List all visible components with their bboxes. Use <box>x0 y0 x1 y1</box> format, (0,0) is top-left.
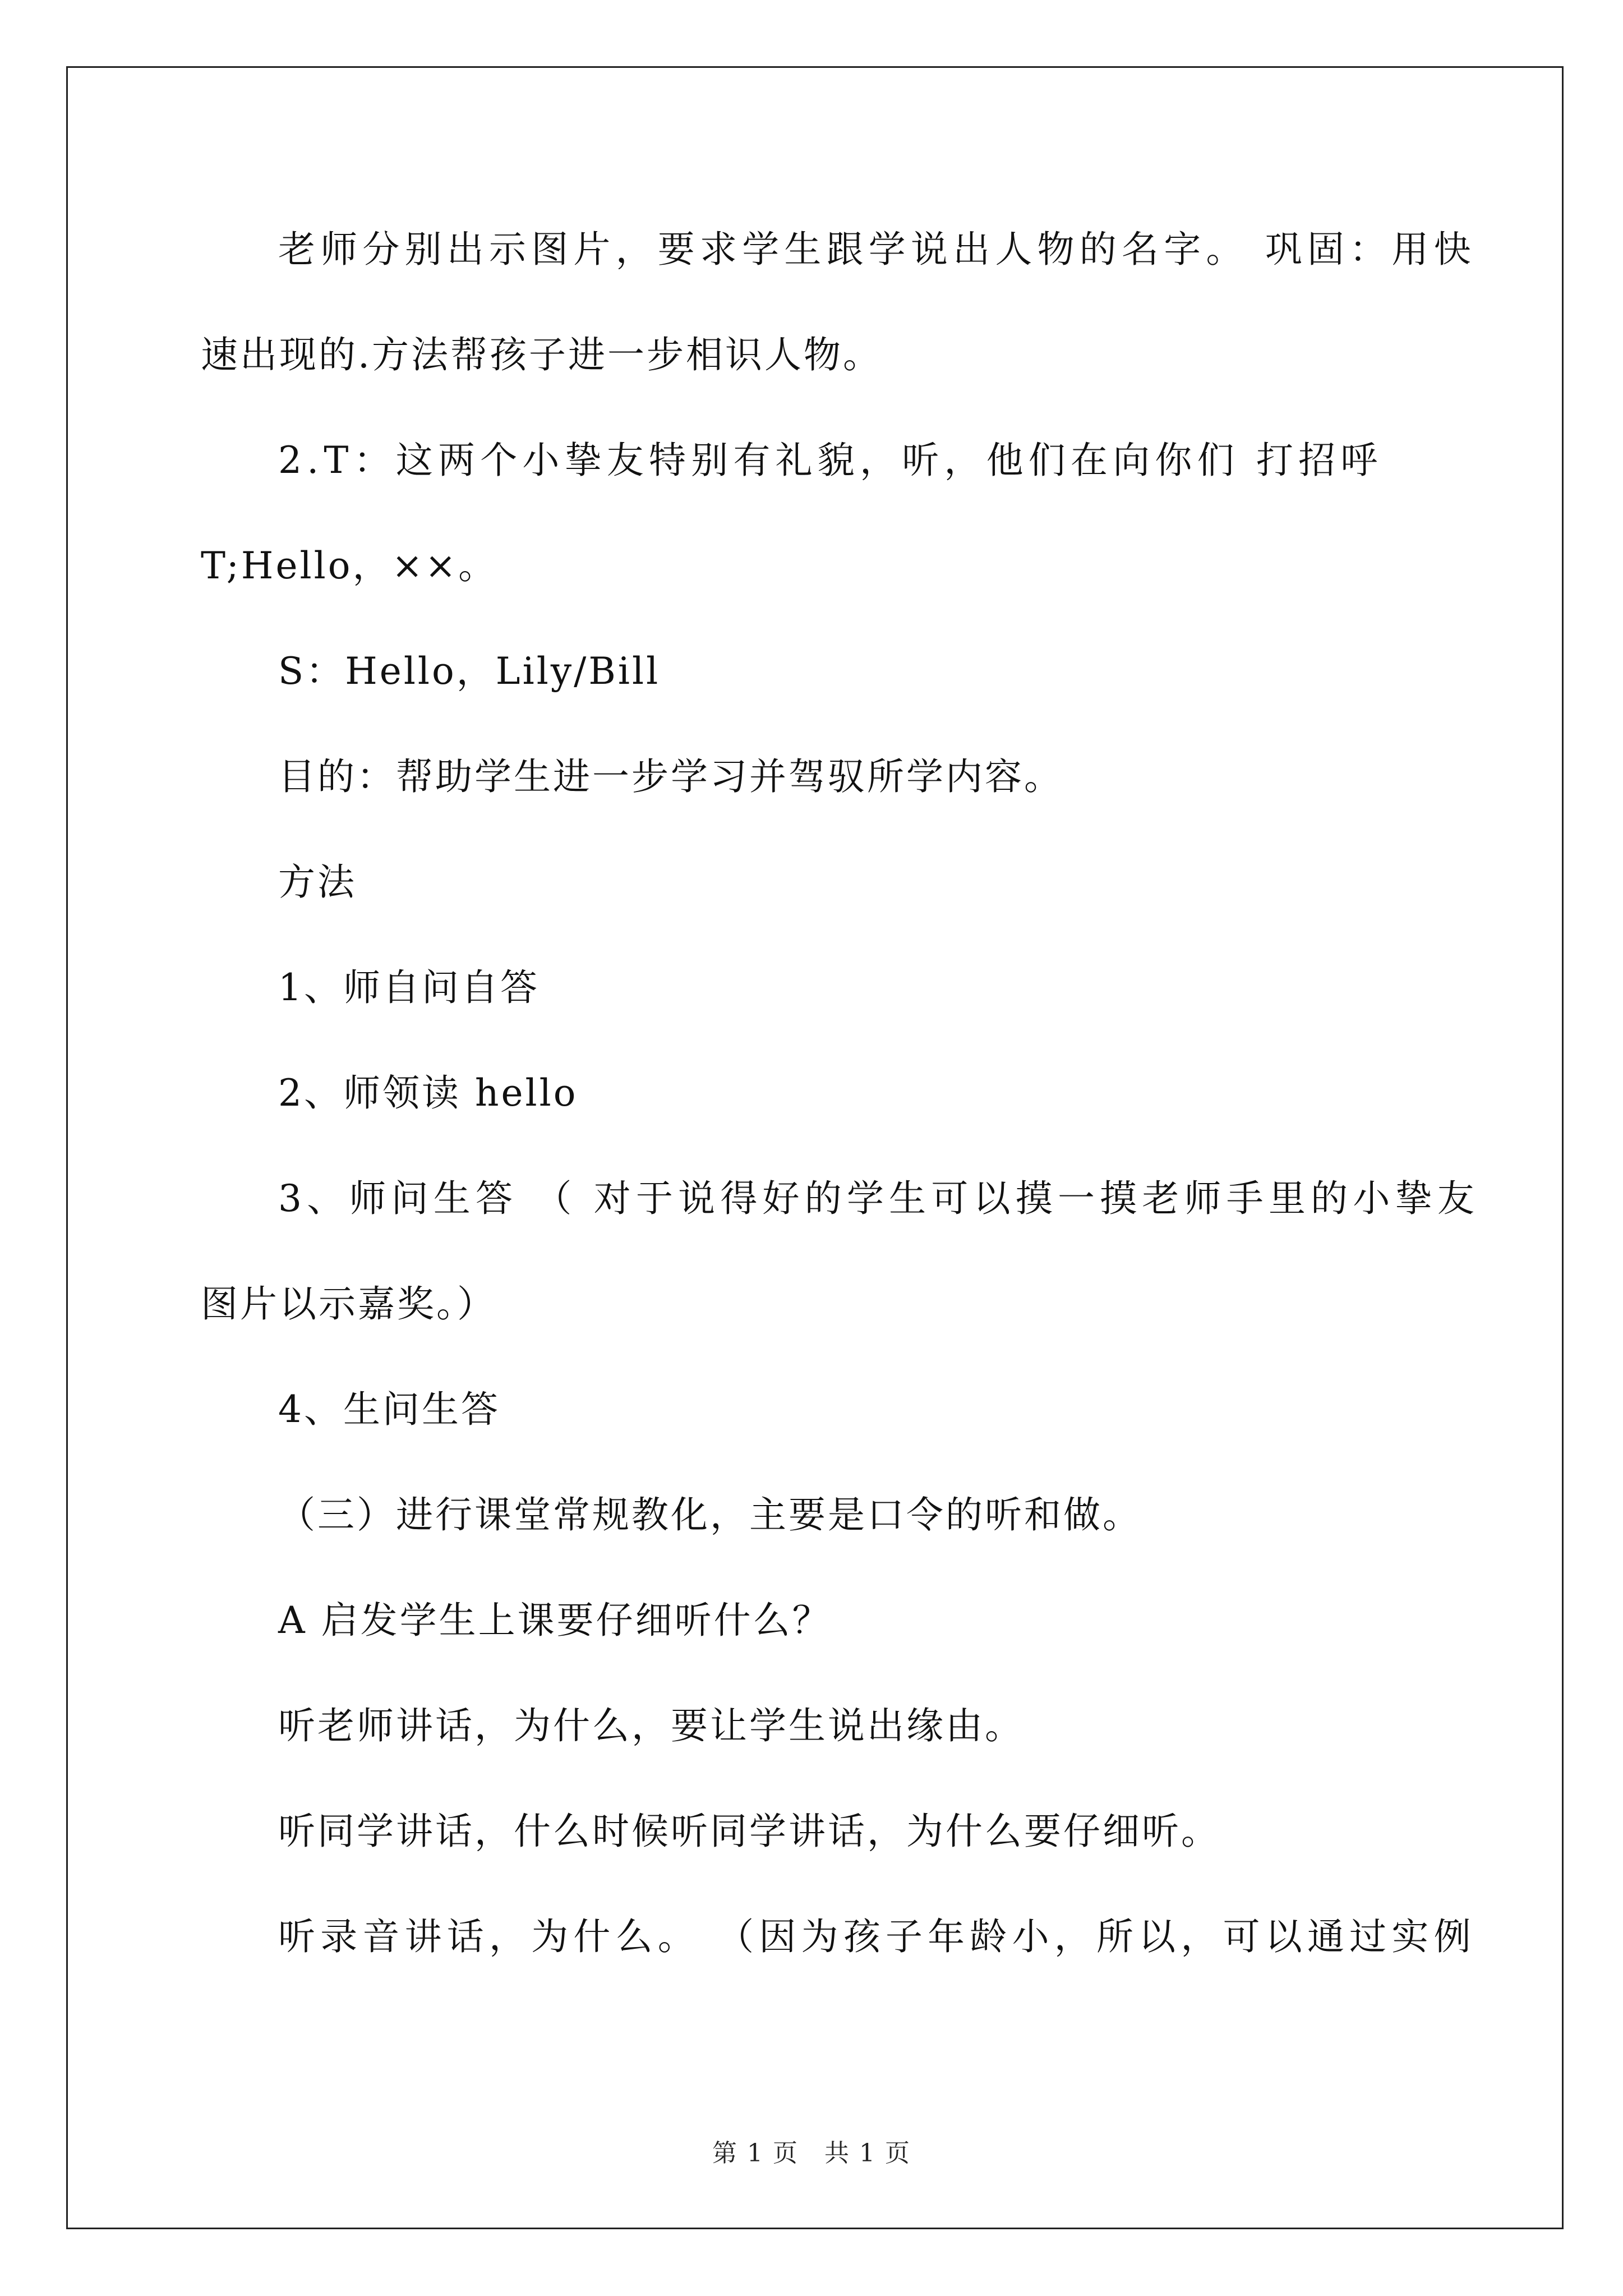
paragraph-line: 3、师问生答 （ 对于说得好的学生可以摸一摸老师手里的小挚友 <box>278 1177 1479 1220</box>
paragraph-line: T;Hello，××。 <box>201 544 498 587</box>
paragraph-line: 4、生问生答 <box>278 1388 500 1431</box>
page-border <box>66 66 1564 2229</box>
paragraph-line: 方法 <box>278 861 357 904</box>
paragraph-line: （三）进行课堂常规教化，主要是口令的听和做。 <box>278 1493 1142 1536</box>
page-footer: 第 1 页 共 1 页 <box>712 2139 911 2168</box>
paragraph-line: A 启发学生上课要仔细听什么？ <box>278 1599 832 1642</box>
paragraph-line: 1、师自问自答 <box>278 966 540 1009</box>
paragraph-line: 速出现的.方法帮孩子进一步相识人物。 <box>201 333 882 376</box>
paragraph-line: 听录音讲话，为什么。 （因为孩子年龄小，所以，可以通过实例 <box>278 1915 1476 1958</box>
paragraph-line: 2、师领读 hello <box>278 1071 578 1115</box>
paragraph-line: 听同学讲话，什么时候听同学讲话，为什么要仔细听。 <box>278 1810 1220 1853</box>
paragraph-line: 2.T：这两个小挚友特别有礼貌，听，他们在向你们 打招呼 <box>278 439 1383 482</box>
paragraph-line: 图片以示嘉奖。） <box>201 1282 496 1326</box>
paragraph-line: S：Hello，Lily/Bill <box>278 650 661 693</box>
paragraph-line: 听老师讲话，为什么，要让学生说出缘由。 <box>278 1704 1024 1747</box>
paragraph-line: 老师分别出示图片，要求学生跟学说出人物的名字。 巩固：用快 <box>278 228 1476 271</box>
paragraph-line: 目的：帮助学生进一步学习并驾驭所学内容。 <box>278 755 1063 798</box>
